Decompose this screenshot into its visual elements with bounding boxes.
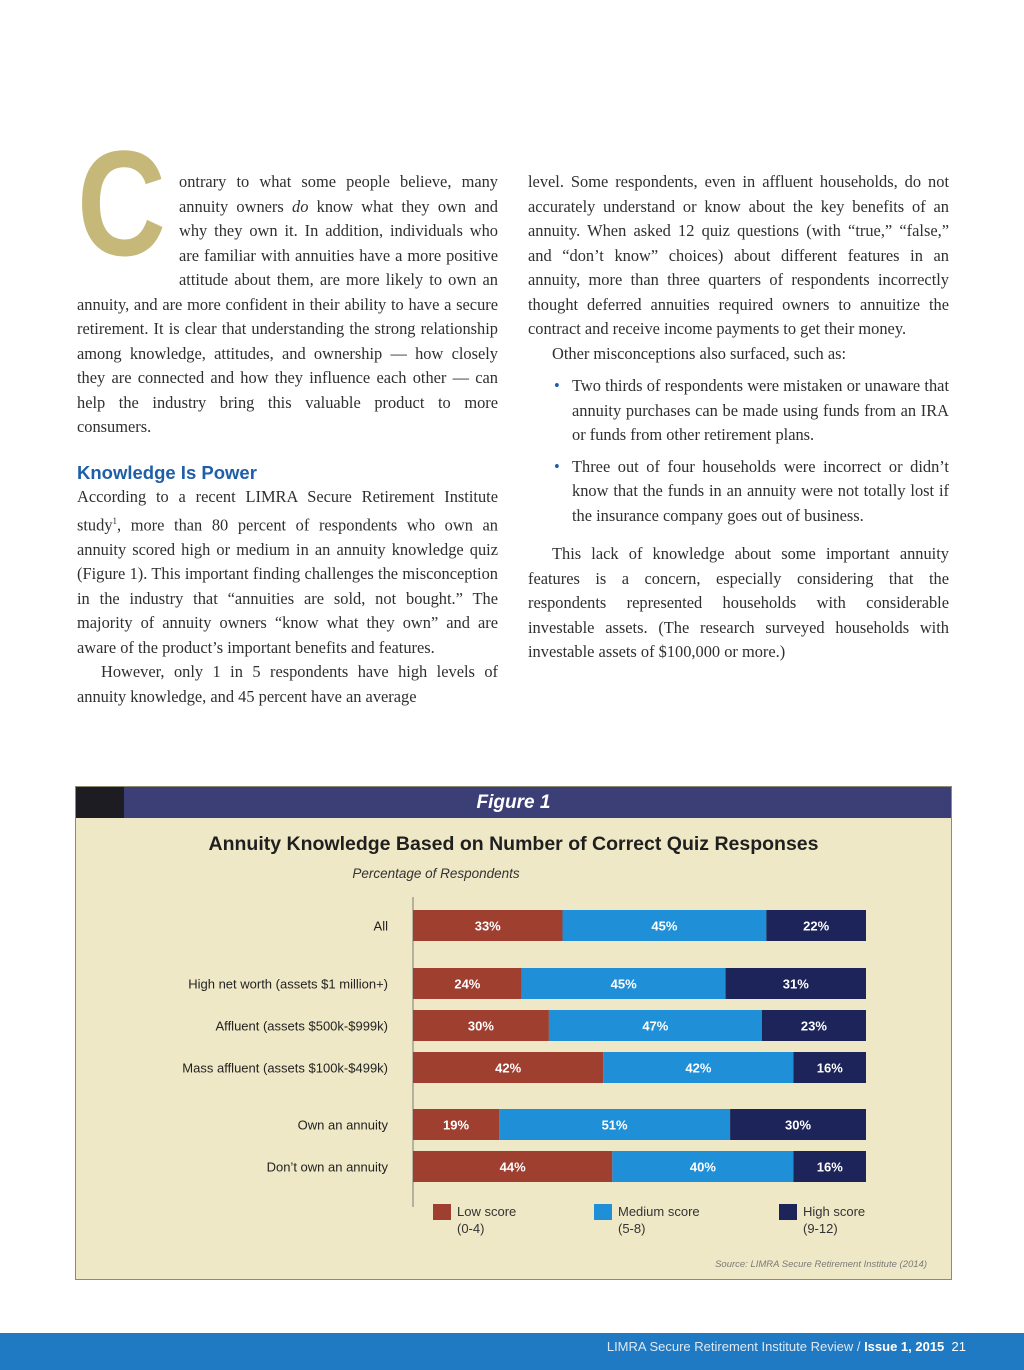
data-label: 16% (816, 1159, 843, 1175)
paragraph-2-right: level. Some respondents, even in affluent households, do not accurately understand or know about the key benefits of an annuity. When asked 12 quiz questions (with “true,” “false,” and “don’t know” choices) about different features in an annuity, more than three quarters of respondents incorrectly thought deferred annuities required owners to annuitize the contract and receive income payments to get their money. (528, 172, 949, 338)
footer-issue: Issue 1, 2015 (864, 1339, 945, 1354)
category-label: Don’t own an annuity (266, 1159, 388, 1175)
intro-emphasis: do (292, 196, 309, 216)
chart-title: Annuity Knowledge Based on Number of Correct Quiz Responses (208, 833, 819, 855)
category-label: High net worth (assets $1 million+) (188, 976, 388, 992)
footer-text (607, 1333, 966, 1360)
data-label: 47% (642, 1018, 669, 1034)
intro-text-start: ontrary to what some people believe, many annuity owners (179, 172, 498, 216)
chart-subtitle: Percentage of Respondents (352, 866, 520, 881)
right-column (528, 170, 949, 665)
legend-high-range: (9-12) (803, 1221, 838, 1236)
legend-high-label: High score (803, 1204, 866, 1219)
legend-medium-range: (5-8) (618, 1221, 646, 1236)
data-label: 24% (454, 976, 481, 992)
legend-medium-label: Medium score (618, 1204, 700, 1219)
paragraph-4: This lack of knowledge about some important annuity features is a concern, especially considering that the respondents represented households with considerable investable assets. (The research surveyed households with investable assets of $100,000 or more.) (528, 544, 949, 661)
data-label: 45% (651, 918, 678, 934)
category-label: All (373, 918, 388, 934)
page-number: 21 (951, 1339, 966, 1354)
paragraph-1-end: , more than 80 percent of respondents who own an annuity scored high or medium in an annuity knowledge quiz (Figure 1). This important finding challenges the misconception in the industry that “annuities are sold, not bought.” The majority of annuity owners “know what they own” and are aware of the product’s important benefits and features. (77, 515, 498, 657)
list-item-text: Three out of four households were incorrect or didn’t know that the funds in an annuity were not totally lost if the insurance company goes out of business. (572, 456, 949, 525)
left-column (77, 119, 499, 709)
data-label: 30% (785, 1117, 812, 1133)
data-label: 42% (685, 1060, 712, 1076)
legend-swatch-low (433, 1204, 451, 1220)
figure-label: Figure 1 (476, 792, 551, 813)
data-label: 22% (803, 918, 830, 934)
category-label: Own an annuity (297, 1117, 388, 1133)
data-label: 30% (467, 1018, 494, 1034)
section-heading: Knowledge Is Power (77, 461, 257, 483)
footnote-marker: 1 (112, 516, 118, 526)
list-item (528, 455, 949, 529)
footer-publication: LIMRA Secure Retirement Institute Review / (606, 1339, 865, 1354)
data-label: 45% (610, 976, 637, 992)
data-label: 23% (800, 1018, 827, 1034)
paragraph-3: Other misconceptions also surfaced, such as: (552, 343, 847, 363)
bullet-icon: • (554, 376, 560, 395)
misconceptions-list (528, 374, 949, 528)
figure-1 (75, 786, 952, 1280)
legend-swatch-medium (594, 1204, 612, 1220)
list-item-text: Two thirds of respondents were mistaken or unaware that annuity purchases can be made using funds from an IRA or funds from other retirement plans. (572, 376, 949, 444)
data-label: 42% (495, 1060, 522, 1076)
intro-paragraph (77, 119, 499, 440)
intro-text-rest: know what they own and why they own it. In addition, individuals who are familiar with annuities have a more positive attitude about them, are more likely to own an annuity, and are more confident in their ability to have a secure retirement. It is clear that understanding the strong relationship among knowledge, attitudes, and ownership — how closely they are connected and how they influence each other — can help the industry bring this valuable product to more consumers. (77, 196, 499, 436)
list-item (528, 374, 949, 448)
page-footer (0, 1333, 1024, 1370)
legend-low-range: (0-4) (457, 1221, 485, 1236)
legend-low-label: Low score (457, 1204, 517, 1219)
data-label: 44% (499, 1159, 526, 1175)
data-label: 31% (782, 976, 809, 992)
data-label: 19% (443, 1117, 470, 1133)
data-label: 40% (689, 1159, 716, 1175)
paragraph-1 (77, 485, 498, 661)
paragraph-2-left: However, only 1 in 5 respondents have high levels of annuity knowledge, and 45 percent have an average (77, 662, 498, 706)
chart-source: Source: LIMRA Secure Retirement Institute (2014) (715, 1259, 927, 1270)
paragraph-1-start: According to a recent LIMRA Secure Retirement Institute study (77, 486, 498, 535)
legend-swatch-high (779, 1204, 797, 1220)
data-label: 51% (601, 1117, 628, 1133)
bullet-icon: • (554, 456, 560, 476)
category-label: Affluent (assets $500k-$999k) (215, 1018, 388, 1034)
data-label: 33% (474, 918, 501, 934)
data-label: 16% (816, 1060, 843, 1076)
drop-cap: C (77, 119, 166, 287)
category-label: Mass affluent (assets $100k-$499k) (182, 1060, 388, 1076)
